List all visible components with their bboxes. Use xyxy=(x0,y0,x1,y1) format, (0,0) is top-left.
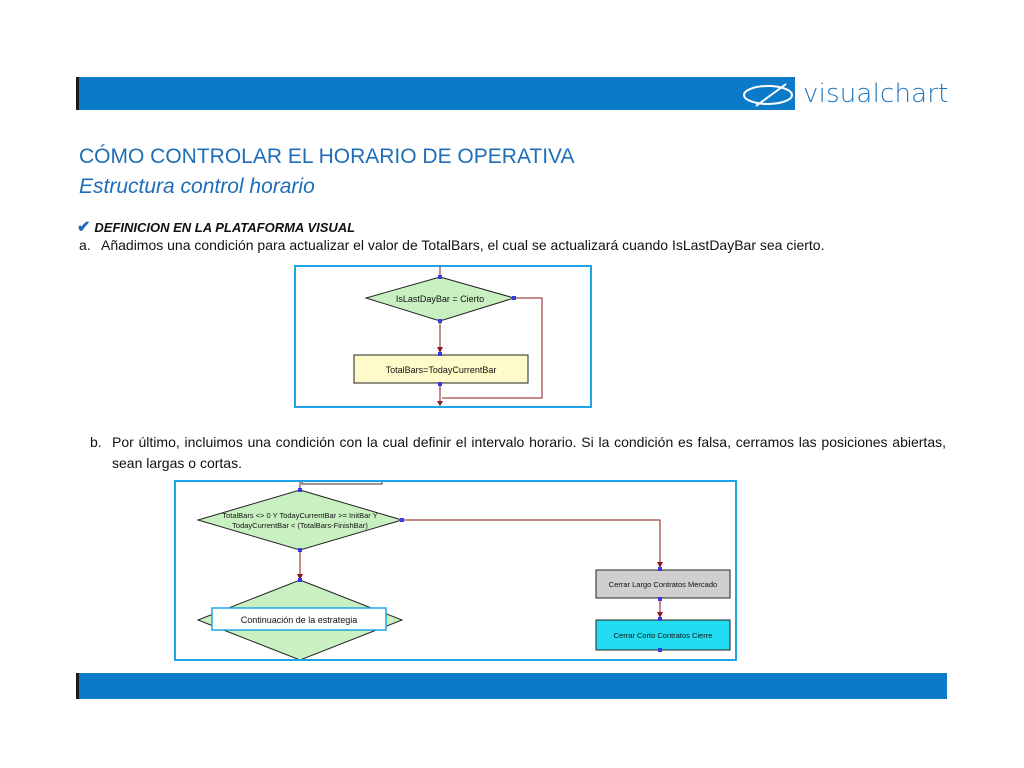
port xyxy=(438,382,442,386)
flowchart-1 xyxy=(296,267,590,406)
port xyxy=(438,319,442,323)
arrow-head xyxy=(437,401,443,406)
decision-label-line-1: TotalBars <> 0 Y TodayCurrentBar >= InitBar Y xyxy=(222,511,378,520)
list-item-text: Añadimos una condición para actualizar el valor de TotalBars, el cual se actualizará cuando IsLastDayBar sea cierto. xyxy=(101,237,825,253)
list-marker: b. xyxy=(90,434,102,450)
connector xyxy=(404,520,660,568)
port xyxy=(298,548,302,552)
close-short-label: Cerrar Corto Contratos Cierre xyxy=(613,631,713,640)
port xyxy=(298,488,302,492)
list-item-text: Por último, incluimos una condición con la cual definir el intervalo horario. Si la condición es falsa, cerramos las posiciones abiertas, sean largas o cortas. xyxy=(112,434,946,471)
port xyxy=(658,648,662,652)
logo-text: visualchart xyxy=(803,79,949,109)
decision-diamond xyxy=(198,490,402,550)
port xyxy=(658,567,662,571)
header-bar xyxy=(76,77,795,110)
close-long-label: Cerrar Largo Contratos Mercado xyxy=(608,580,718,589)
page-subtitle: Estructura control horario xyxy=(79,175,315,198)
port xyxy=(400,518,404,522)
cropped-box xyxy=(302,482,382,484)
port xyxy=(298,578,302,582)
checkmark-icon: ✔ xyxy=(77,219,91,236)
continuation-label: Continuación de la estrategia xyxy=(240,615,358,625)
port xyxy=(438,275,442,279)
list-item xyxy=(79,237,959,253)
flowchart-2 xyxy=(176,482,735,659)
flowchart-figure-1 xyxy=(294,265,592,408)
port xyxy=(438,352,442,356)
page-title: CÓMO CONTROLAR EL HORARIO DE OPERATIVA xyxy=(79,145,575,168)
decision-label: IsLastDayBar = Cierto xyxy=(395,294,485,304)
action-label: TotalBars=TodayCurrentBar xyxy=(385,365,497,375)
port xyxy=(658,617,662,621)
port xyxy=(512,296,516,300)
decision-label-line-2: TodayCurrentBar < (TotalBars-FinishBar) xyxy=(232,521,368,530)
section-heading-text: DEFINICION EN LA PLATAFORMA VISUAL xyxy=(94,219,356,235)
visualchart-logo-icon xyxy=(742,82,800,108)
flowchart-figure-2 xyxy=(174,480,737,661)
section-heading xyxy=(77,217,355,237)
list-marker: a. xyxy=(79,237,91,253)
footer-bar xyxy=(76,673,947,699)
port xyxy=(658,597,662,601)
list-item xyxy=(90,432,946,474)
